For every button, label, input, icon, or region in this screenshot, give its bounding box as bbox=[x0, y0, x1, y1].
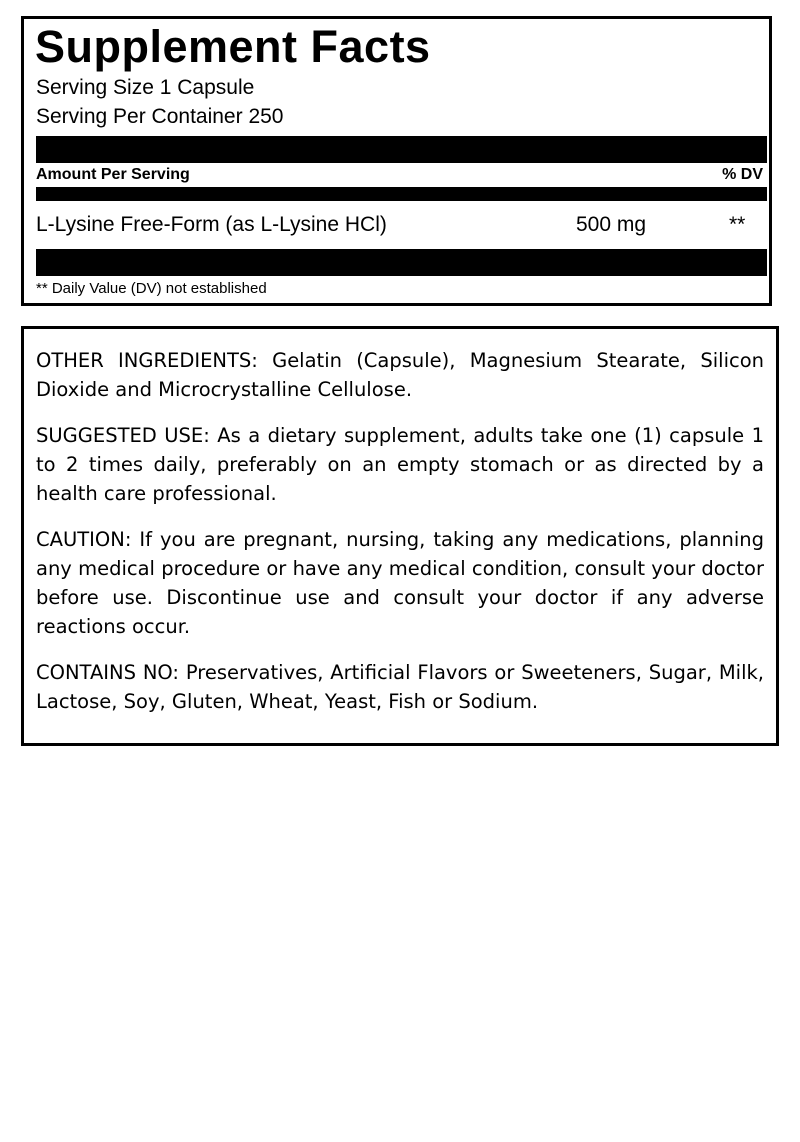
nutrient-amount: 500 mg bbox=[576, 213, 647, 236]
supplement-facts-panel bbox=[21, 16, 772, 306]
contains-no-text: CONTAINS NO: Preservatives, Artificial Flavors or Sweeteners, Sugar, Milk, Lactose, Soy, Gluten, Wheat, Yeast, Fish or Sodium. bbox=[36, 661, 764, 713]
divider-bar-thin bbox=[36, 187, 767, 201]
other-ingredients-text: OTHER INGREDIENTS: Gelatin (Capsule), Magnesium Stearate, Silicon Dioxide and Microcrystalline Cellulose. bbox=[36, 349, 764, 401]
amount-per-serving-header: Amount Per Serving bbox=[36, 166, 190, 183]
servings-per-container: Serving Per Container 250 bbox=[36, 105, 284, 128]
suggested-use-text: SUGGESTED USE: As a dietary supplement, adults take one (1) capsule 1 to 2 times daily, preferably on an empty stomach or as directed by a health care professional. bbox=[36, 424, 764, 505]
dv-footnote: ** Daily Value (DV) not established bbox=[36, 280, 267, 297]
nutrient-daily-value: ** bbox=[729, 213, 746, 236]
caution-text: CAUTION: If you are pregnant, nursing, taking any medications, planning any medical procedure or have any medical condition, consult your doctor before use. Discontinue use and consult your doctor if any adverse reactions occur. bbox=[36, 528, 764, 638]
serving-size: Serving Size 1 Capsule bbox=[36, 76, 255, 99]
product-info-panel bbox=[21, 326, 779, 746]
divider-bar-bottom bbox=[36, 249, 767, 276]
nutrient-name: L-Lysine Free-Form (as L-Lysine HCl) bbox=[36, 213, 387, 236]
divider-bar-top bbox=[36, 136, 767, 163]
daily-value-header: % DV bbox=[722, 166, 763, 183]
facts-title: Supplement Facts bbox=[35, 21, 431, 72]
